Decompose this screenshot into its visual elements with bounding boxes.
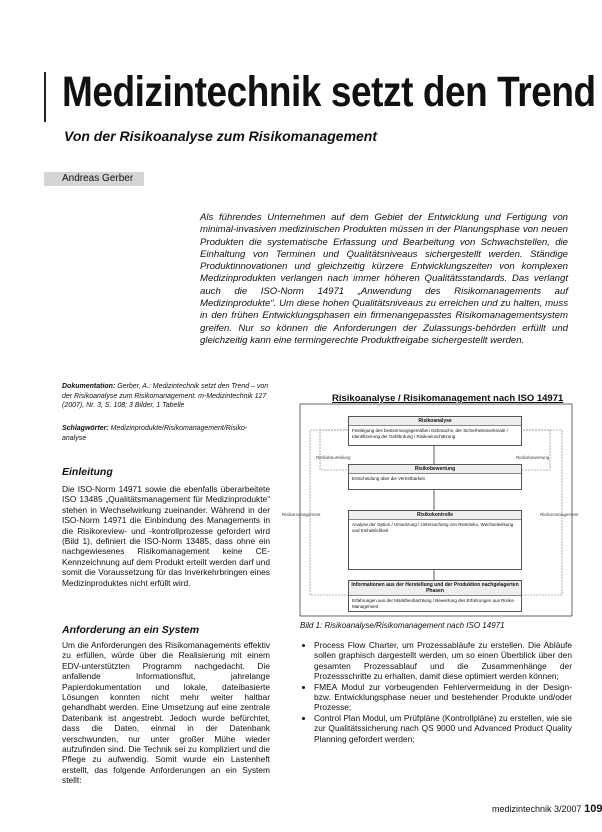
box-risikokontrolle-body: Analyse der Option / Umsetzung / Untersuchung von Restrisiko, Wechselwirkung und Einheitlichkeit (352, 522, 514, 533)
keywords-label: Schlagwörter: (62, 425, 109, 432)
list-item: • Control Plan Modul, um Prüfpläne (Kontrollpläne) zu erstellen, wie sie zur Qualitätssicherung nach QS 9000 und Advanced Product Quality Planning gefordert werden; (314, 713, 572, 744)
box-information-head: Informationen aus der Herstellung und der Produktion nachgelagerten Phasen (349, 581, 521, 596)
box-risikokontrolle-head: Risikokontrolle (349, 511, 521, 520)
requirements-list (300, 640, 572, 744)
side-label-right-1: Risikobewertung (516, 455, 550, 460)
box-risikoanalyse (348, 416, 522, 446)
box-risikoanalyse-head: Risikoanalyse (349, 417, 521, 426)
journal-name: medizintechnik 3/2007 (492, 804, 582, 814)
list-item: • Process Flow Charter, um Prozessabläufe zu erstellen. Die Abläufe sollen graphisch dargestellt werden, um so einen Überblick über den gesamten Prozessablauf und die Zusammenhänge der Prozessschritte zu erhalten, damit diese optimiert werden können; (314, 640, 572, 682)
figure-title: Risikoanalyse / Risikomanagement nach ISO 14971 (332, 393, 564, 404)
page-number: 109 (584, 803, 602, 815)
author-name: Andreas Gerber (62, 173, 134, 184)
intro-text: Die ISO-Norm 14971 sowie die ebenfalls überarbeitete ISO 13485 „Qualitätsmanagement für Medizinprodukte“ stehen in Wechselwirkung zueinander. Während in der ISO-Norm 14971 die Einbindung des Managements in die Risikoreview- und -kontrollprozesse gefordert wird (Bild 1), definiert die ISO-Norm 13485, dass ohne ein nachgewiesenes Risikomanagement keine CE-Kennzeichnung auf dem Produkt erteilt werden darf und somit die Voraussetzung für das Inverkehrbringen eines Medizinproduktes nicht erfüllt wird. (62, 484, 270, 588)
lead-paragraph: Als führendes Unternehmen auf dem Gebiet der Entwicklung und Fertigung von minimal-invasiven medizinischen Produkten müssen in der Planungsphase von neuen Produkten die systematische Erfassung und Bearbeitung von Schwachstellen, die Einhaltung von Terminen und Qualitätsniveaus sichergestellt werden. Ständige Produktinnovationen und gleichzeitig kürzere Entwicklungszeiten von komplexen Medizinprodukten verlangen nach immer höheren Qualitätsstandards. Das verlangt auch die ISO-Norm 14971 „Anwendung des Risikomanagements auf Medizinprodukte“. Um diese hohen Qualitätsniveaus zu erreichen und zu halten, muss in den frühen Entwicklungsphasen ein firmenangepasstes Risikomanagementsystem greifen. Nur so können die Anforderungen der Zulassungs-behörden erfüllt und gleichzeitig kann eine termingerechte Produktfreigabe sichergestellt werden. (200, 212, 568, 346)
box-risikobewertung-head: Risikobewertung (349, 465, 521, 474)
side-label-right-2: Risikomanagement (540, 512, 579, 517)
box-risikobewertung-body: Entscheidung über die Vertretbarkeit (352, 476, 425, 481)
keywords-text: Medizinprodukte/Risikomanagement/Risiko-analyse (62, 425, 248, 442)
figure-caption: Bild 1: Risikoanalyse/Risikomanagement nach ISO 14971 (300, 621, 505, 630)
box-information-body: Erfahrungen aus der Marktbeobachtung / Bewertung des Erfahrungen aus Risiko-Management (352, 598, 515, 609)
documentation-label: Dokumentation: (62, 383, 116, 390)
system-text: Um die Anforderungen des Risikomanagements effektiv zu erfüllen, würde über die Realisierung mit einem EDV-unterstützten Programm nachgedacht. Die anfallende Informationsflut, jahrelange Papierdokumentation und lokale, dateibasierte Lösungen konnten nicht mehr weiter haltbar gehandhabt werden. Eine Umsetzung auf eine zentrale Datenbank ist angestrebt. Jedoch wurde befürchtet, dass die Daten, einmal in der Datenbank verschwunden, nur unter großer Mühe wieder aufzufinden sind. Die Technik sei zu kompliziert und die Pflege zu aufwendig. Somit wurde ein Lastenheft erstellt, das folgende Anforderungen an ein System stellt: (62, 640, 270, 786)
documentation-text: Gerber, A.: Medizintechnik setzt den Trend – von der Risikoanalyse zum Risikomanagement. m-Medizintechnik 127 (2007), Nr. 3, S. 108; 3 Bilder, 1 Tabelle (62, 383, 269, 410)
article-title: Medizintechnik setzt den Trend (62, 68, 596, 116)
side-label-left-1: Risikobeurteilung (316, 455, 351, 460)
side-label-left-2: Risikomanagement (282, 512, 321, 517)
intro-heading: Einleitung (62, 466, 113, 478)
page-footer (492, 803, 602, 815)
box-risikobewertung (348, 464, 522, 490)
article-subtitle: Von der Risikoanalyse zum Risikomanagement (64, 128, 378, 144)
box-risikoanalyse-body: Festlegung des bestimmungsgemäßen Gebrauchs, der Sicherheitsmerkmale / Identifizierung der Gefährdung / Risikoeinschätzung (352, 428, 508, 439)
list-item: • FMEA Modul zur vorbeugenden Fehlervermeidung in der Design- bzw. Entwicklungsphase neuer und bestehender Produkte und/oder Prozesse; (314, 682, 572, 713)
box-information (348, 580, 522, 612)
system-heading: Anforderung an ein System (62, 624, 200, 636)
box-risikokontrolle (348, 510, 522, 570)
